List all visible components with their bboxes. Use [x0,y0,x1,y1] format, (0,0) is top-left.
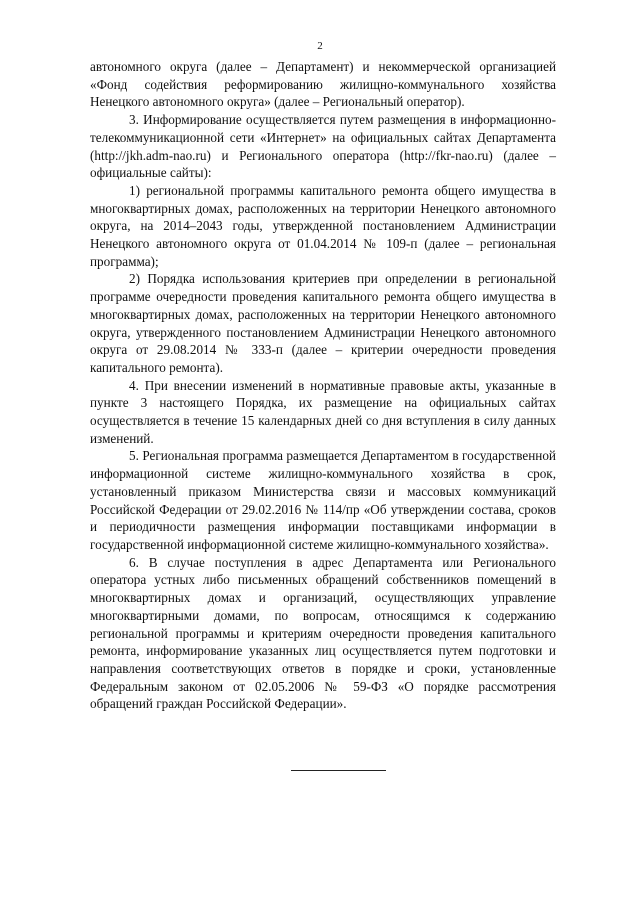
document-body [90,58,556,713]
paragraph-intro: автономного округа (далее – Департамент) и некоммерческой организацией «Фонд содействия реформированию жилищно-коммунального хозяйства Ненецкого автономного округа» (далее – Региональный оператор). [90,59,556,110]
paragraph-6: 6. В случае поступления в адрес Департамента или Регионального оператора устных либо письменных обращений собственников помещений в многоквартирных домах и организаций, осуществляющих управление многоквартирными домами, по вопросам, относящимся к содержанию региональной программы и критериям очередности проведения капитального ремонта, информирование указанных лиц осуществляется путем подготовки и направления соответствующих ответов в порядке и сроки, установленные Федеральным законом от 02.05.2006 № 59-ФЗ «О порядке рассмотрения обращений граждан Российской Федерации». [90,554,556,712]
paragraph-3-1: 1) региональной программы капитального ремонта общего имущества в многоквартирных домах, расположенных на территории Ненецкого автономного округа, на 2014–2043 годы, утвержденной постановлением Администрации Ненецкого автономного округа от 01.04.2014 № 109-п (далее – региональная программа); [90,182,556,269]
paragraph-5: 5. Региональная программа размещается Департаментом в государственной информационной системе жилищно-коммунального хозяйства в срок, установленный приказом Министерства связи и массовых коммуникаций Российской Федерации от 29.02.2016 № 114/пр «Об утверждении состава, сроков и периодичности размещения информации поставщиками информации в государственной информационной системе жилищно-коммунального хозяйства». [90,448,556,552]
paragraph-4: 4. При внесении изменений в нормативные правовые акты, указанные в пункте 3 настоящего Порядка, их размещение на официальных сайтах осуществляется в течение 15 календарных дней со дня вступления в силу данных изменений. [90,377,556,446]
page-number: 2 [317,40,323,52]
paragraph-3-2: 2) Порядка использования критериев при определении в региональной программе очередности проведения капитального ремонта общего имущества в многоквартирных домах, расположенных на территории Ненецкого автономного округа, утвержденного постановлением Администрации Ненецкого автономного округа от 29.08.2014 № 333-п (далее – критерии очередности проведения капитального ремонта). [90,271,556,375]
paragraph-3: 3. Информирование осуществляется путем размещения в информационно-телекоммуникационной сети «Интернет» на официальных сайтах Департамента (http://jkh.adm-nao.ru) и Регионального оператора (http://fkr-nao.ru) (далее – официальные сайты): [90,112,556,181]
end-divider [291,770,386,771]
